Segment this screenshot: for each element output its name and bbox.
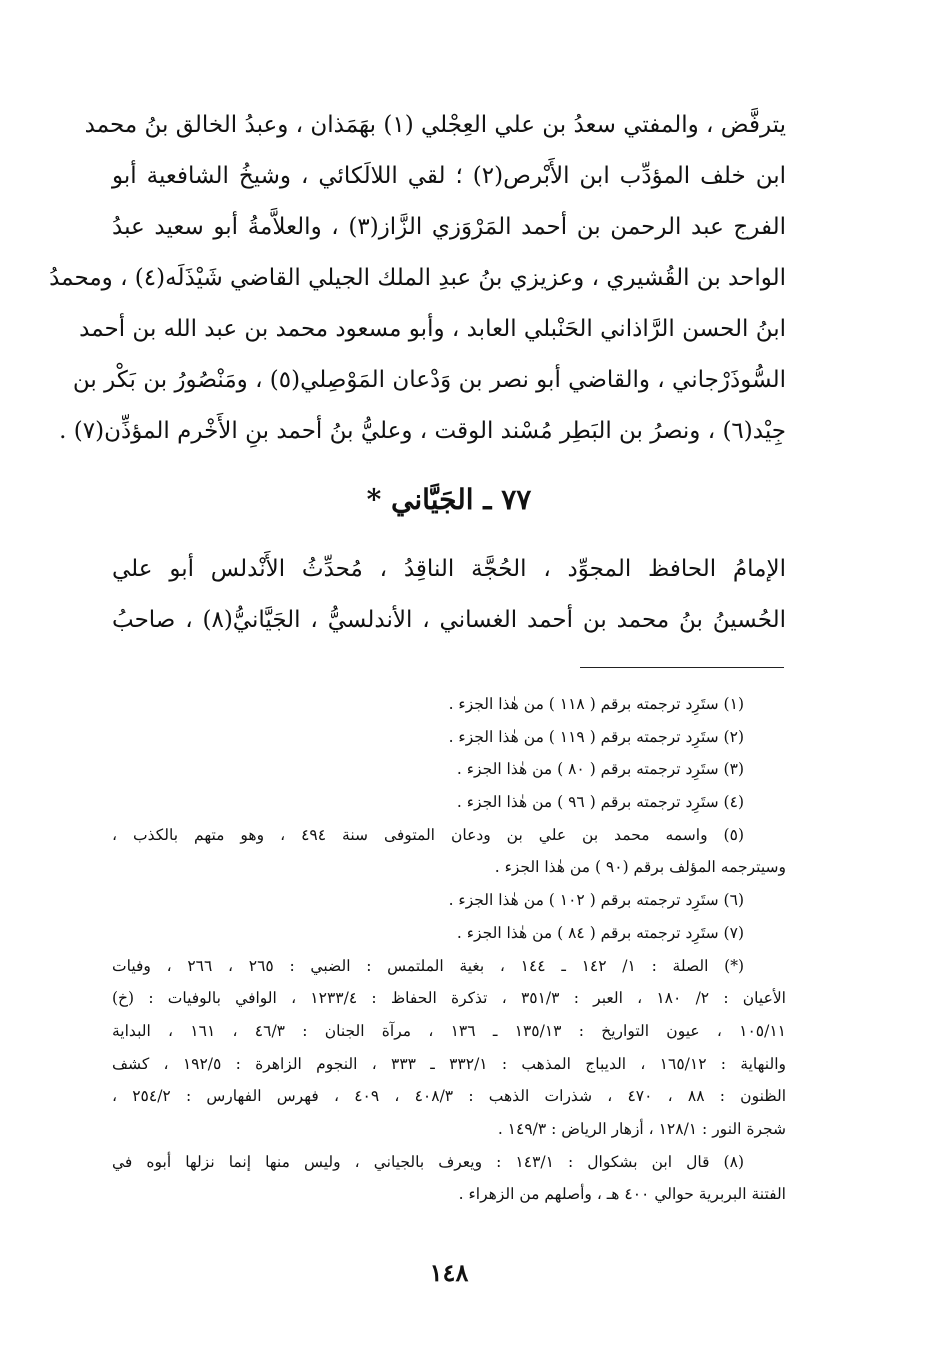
footnote-separator [580, 667, 784, 668]
text-line: ابنُ الحسن الرَّاذاني الحَنْبلي العابد ، وأبو مسعود محمد بن عبد الله بن أحمد [79, 316, 786, 342]
footnote-line: (٧) ستَرِد ترجمته برقم ( ٨٤ ) من هٰذا الجزء . [456, 923, 744, 942]
text-line: الواحد بن القُشيري ، وعزيزي بنُ عبدِ الملك الجيلي القاضي شَيْذَلَه(٤) ، ومحمدُ [49, 265, 786, 291]
text-line: الفرج عبد الرحمن بن أحمد المَرْوَزي الزَّاز(٣) ، والعلاَّمةُ أبو سعيد عبدُ [112, 214, 787, 240]
main-text-bottom [112, 544, 786, 646]
footnote-line: الظنون : ٨٨ ، ٤٧٠ ، شذرات الذهب : ٤٠٨/٣ ، ٤٠٩ ، فهرس الفهارس : ٢٥٤/٢ ، [112, 1087, 786, 1106]
text-line: الإمامُ الحافظ المجوِّد ، الحُجَّة الناقِدُ ، مُحدِّثُ الأَنْدلس أبو علي [112, 556, 786, 582]
footnote-line: (٢) ستَرِد ترجمته برقم ( ١١٩ ) من هٰذا الجزء . [448, 727, 744, 746]
footnotes [112, 688, 786, 1211]
text-line: يترفَّض ، والمفتي سعدُ بن علي العِجْلي (١) بهَمَذان ، وعبدُ الخالق بنُ محمد [84, 112, 786, 138]
footnote-line: ١٠٥/١١ ، عيون التواريخ : ١٣٥/١٣ ـ ١٣٦ ، مرآة الجنان : ٤٦/٣ ، ١٦١ ، البداية [112, 1021, 786, 1040]
footnote-line: الأعيان : ٢/ ١٨٠ ، العبر : ٣٥١/٣ ، تذكرة الحفاظ : ١٢٣٣/٤ ، الوافي بالوفيات : (خ) [112, 989, 786, 1008]
page-number: ١٤٨ [429, 1258, 469, 1287]
footnote-line: الفتنة البربرية حوالي ٤٠٠ هـ ، وأصلهم من الزهراء . [458, 1185, 786, 1204]
footnote-line: (٥) واسمه محمد بن علي بن ودعان المتوفى سنة ٤٩٤ ، وهو متهم بالكذب ، [112, 825, 744, 844]
footnote-line: (١) ستَرِد ترجمته برقم ( ١١٨ ) من هٰذا الجزء . [448, 695, 744, 713]
footnote-line: (*) الصلة : ١/ ١٤٢ ـ ١٤٤ ، بغية الملتمس : الضبي : ٢٦٥ ، ٢٦٦ ، وفيات [112, 956, 744, 975]
footnote-line: شجرة النور : ١٢٨/١ ، أزهار الرياض : ١٤٩/٣ . [497, 1119, 786, 1138]
biography-heading: ٧٧ ـ الجَيَّاني * [366, 483, 532, 516]
text-line: جِيْد(٦) ، ونصرُ بن البَطِر مُسْند الوقت ، وعليُّ بنُ أحمد بنِ الأَخْرم المؤذِّن(٧) . [59, 418, 786, 444]
text-line: السُّوذَرْجاني ، والقاضي أبو نصر بن وَدْعان المَوْصِلي(٥) ، ومَنْصُورُ بن بَكْر بن [72, 367, 786, 393]
text-line: الحُسينُ بنُ محمد بن أحمد الغساني ، الأندلسيُّ ، الجَيَّانيُّ(٨) ، صاحبُ [112, 607, 786, 633]
footnote-line: (٣) ستَرِد ترجمته برقم ( ٨٠ ) من هٰذا الجزء . [456, 760, 744, 779]
footnote-line: وسيترجمه المؤلف برقم (٩٠ ) من هٰذا الجزء . [494, 858, 786, 877]
footnote-line: والنهاية : ١٦٥/١٢ ، الديباج المذهب : ٣٣٢/١ ـ ٣٣٣ ، النجوم الزاهرة : ١٩٢/٥ ، كشف [112, 1054, 786, 1073]
footnote-line: (٦) ستَرِد ترجمته برقم ( ١٠٢ ) من هٰذا الجزء . [448, 891, 744, 910]
footnote-line: (٨) قال ابن بشكوال : ١٤٣/١ : ويعرف بالجياني ، وليس منها إنما نزلها أبوه في [112, 1152, 744, 1171]
main-text-top [49, 100, 787, 457]
footnote-line: (٤) ستَرِد ترجمته برقم ( ٩٦ ) من هٰذا الجزء . [456, 793, 744, 812]
text-line: ابن خلف المؤدِّب ابن الأَبْرص(٢) ؛ لقي اللالَكائي ، وشيخُ الشافعية أبو [112, 163, 786, 189]
